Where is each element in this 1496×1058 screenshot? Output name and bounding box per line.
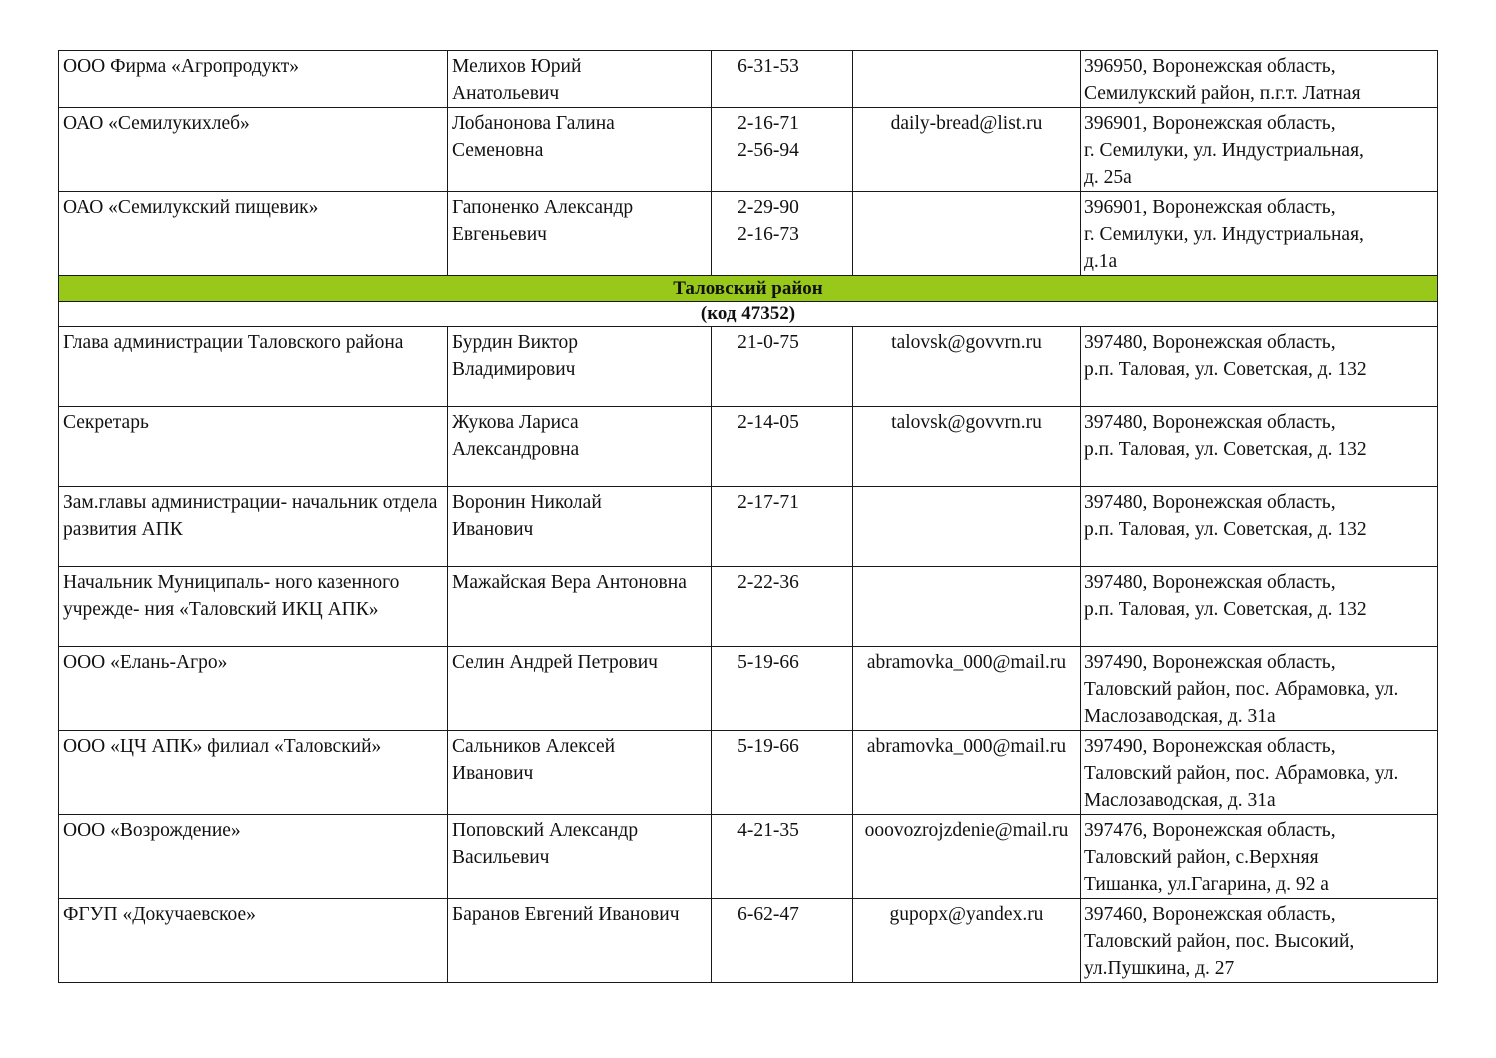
contact-person-line: Евгеньевич xyxy=(452,224,547,245)
address-line: Таловский район, пос. Высокий, xyxy=(1084,931,1355,952)
phone-number: 2-22-36 xyxy=(737,572,799,593)
contact-person-line: Селин Андрей Петрович xyxy=(452,652,658,673)
email-cell xyxy=(853,51,1081,108)
org-name-cell xyxy=(59,731,448,815)
contact-person-line: Васильевич xyxy=(452,847,550,868)
address-cell xyxy=(1081,899,1438,983)
phone-number: 2-17-71 xyxy=(737,492,799,513)
contact-person-cell xyxy=(448,108,712,192)
address-line: д.1а xyxy=(1084,251,1118,272)
contact-person-cell xyxy=(448,647,712,731)
org-name: ООО Фирма «Агропродукт» xyxy=(63,56,300,77)
address-line: Маслозаводская, д. 31а xyxy=(1084,706,1276,727)
contact-person-cell xyxy=(448,567,712,647)
address-line: р.п. Таловая, ул. Советская, д. 132 xyxy=(1084,359,1367,380)
phone-number: 6-62-47 xyxy=(737,904,799,925)
phone-cell xyxy=(712,192,853,276)
org-name-cell xyxy=(59,815,448,899)
address-line: р.п. Таловая, ул. Советская, д. 132 xyxy=(1084,439,1367,460)
address-line: г. Семилуки, ул. Индустриальная, xyxy=(1084,224,1364,245)
contact-person-cell xyxy=(448,815,712,899)
district-title-row xyxy=(59,276,1438,302)
email-cell xyxy=(853,899,1081,983)
contact-person-cell xyxy=(448,192,712,276)
phone-cell xyxy=(712,647,853,731)
email-cell xyxy=(853,647,1081,731)
org-name: ФГУП «Докучаевское» xyxy=(63,904,256,925)
phone-number: 2-14-05 xyxy=(737,412,799,433)
phone-number: 2-16-73 xyxy=(737,224,799,245)
table-row xyxy=(59,899,1438,983)
email-cell xyxy=(853,487,1081,567)
phone-cell xyxy=(712,815,853,899)
org-name: Глава администрации Таловского района xyxy=(63,332,404,353)
org-name: ОАО «Семилукихлеб» xyxy=(63,113,250,134)
phone-cell xyxy=(712,327,853,407)
phone-number: 5-19-66 xyxy=(737,736,799,757)
email-address: gupopx@yandex.ru xyxy=(889,904,1044,925)
phone-cell xyxy=(712,108,853,192)
org-name-cell xyxy=(59,899,448,983)
email-cell xyxy=(853,731,1081,815)
contact-person-line: Баранов Евгений Иванович xyxy=(452,904,680,925)
email-cell xyxy=(853,192,1081,276)
org-name: ООО «Возрождение» xyxy=(63,820,241,841)
contacts-document xyxy=(58,50,1437,983)
phone-number: 4-21-35 xyxy=(737,820,799,841)
contact-person-cell xyxy=(448,487,712,567)
org-name: ООО «Елань-Агро» xyxy=(63,652,228,673)
org-name-cell xyxy=(59,108,448,192)
address-line: Тишанка, ул.Гагарина, д. 92 а xyxy=(1084,874,1329,895)
contact-person-line: Семеновна xyxy=(452,140,544,161)
table-row xyxy=(59,487,1438,567)
contact-person-line: Сальников Алексей xyxy=(452,736,616,757)
phone-number: 2-29-90 xyxy=(737,197,799,218)
contact-person-cell xyxy=(448,731,712,815)
contact-person-line: Поповский Александр xyxy=(452,820,639,841)
contact-person-line: Воронин Николай xyxy=(452,492,602,513)
org-name-cell xyxy=(59,327,448,407)
address-cell xyxy=(1081,108,1438,192)
district-header xyxy=(59,276,1438,327)
address-line: г. Семилуки, ул. Индустриальная, xyxy=(1084,140,1364,161)
org-name-cell xyxy=(59,51,448,108)
phone-number: 2-56-94 xyxy=(737,140,799,161)
contact-person-cell xyxy=(448,407,712,487)
table-row xyxy=(59,731,1438,815)
org-name-cell xyxy=(59,192,448,276)
phone-number: 6-31-53 xyxy=(737,56,799,77)
phone-cell xyxy=(712,731,853,815)
address-cell xyxy=(1081,487,1438,567)
contact-person-line: Иванович xyxy=(452,763,534,784)
table-row xyxy=(59,407,1438,487)
org-name: Зам.главы администрации- начальник отдела развития АПК xyxy=(63,492,438,540)
district-title: Таловский район xyxy=(59,276,1438,302)
org-name: Секретарь xyxy=(63,412,149,433)
email-cell xyxy=(853,407,1081,487)
address-line: 396901, Воронежская область, xyxy=(1084,197,1336,218)
org-name: Начальник Муниципаль- ного казенного учрежде- ния «Таловский ИКЦ АПК» xyxy=(63,572,400,620)
contact-person-line: Владимирович xyxy=(452,359,576,380)
email-cell xyxy=(853,327,1081,407)
org-name: ОАО «Семилукский пищевик» xyxy=(63,197,319,218)
org-name: ООО «ЦЧ АПК» филиал «Таловский» xyxy=(63,736,382,757)
email-cell xyxy=(853,108,1081,192)
address-cell xyxy=(1081,51,1438,108)
phone-number: 21-0-75 xyxy=(737,332,799,353)
contact-person-line: Мелихов Юрий xyxy=(452,56,582,77)
contacts-table xyxy=(58,50,1438,983)
address-line: Таловский район, пос. Абрамовка, ул. xyxy=(1084,763,1399,784)
contact-person-line: Анатольевич xyxy=(452,83,560,104)
address-line: 397490, Воронежская область, xyxy=(1084,736,1336,757)
address-line: р.п. Таловая, ул. Советская, д. 132 xyxy=(1084,599,1367,620)
email-cell xyxy=(853,567,1081,647)
contact-person-cell xyxy=(448,51,712,108)
address-line: 396901, Воронежская область, xyxy=(1084,113,1336,134)
address-line: ул.Пушкина, д. 27 xyxy=(1084,958,1235,979)
contact-person-line: Иванович xyxy=(452,519,534,540)
address-line: Таловский район, с.Верхняя xyxy=(1084,847,1319,868)
phone-cell xyxy=(712,51,853,108)
contact-person-line: Бурдин Виктор xyxy=(452,332,579,353)
address-line: д. 25а xyxy=(1084,167,1132,188)
phone-number: 2-16-71 xyxy=(737,113,799,134)
org-name-cell xyxy=(59,567,448,647)
table-row xyxy=(59,51,1438,108)
contact-person-cell xyxy=(448,327,712,407)
email-address: talovsk@govvrn.ru xyxy=(891,332,1042,353)
contact-person-line: Гапоненко Александр xyxy=(452,197,634,218)
address-line: 397480, Воронежская область, xyxy=(1084,332,1336,353)
address-line: 397480, Воронежская область, xyxy=(1084,492,1336,513)
address-line: 397480, Воронежская область, xyxy=(1084,412,1336,433)
address-line: Таловский район, пос. Абрамовка, ул. xyxy=(1084,679,1399,700)
contact-person-line: Мажайская Вера Антоновна xyxy=(452,572,687,593)
address-line: 396950, Воронежская область, xyxy=(1084,56,1336,77)
contact-person-cell xyxy=(448,899,712,983)
phone-number: 5-19-66 xyxy=(737,652,799,673)
table-row xyxy=(59,192,1438,276)
contact-person-line: Жукова Лариса xyxy=(452,412,579,433)
address-line: 397490, Воронежская область, xyxy=(1084,652,1336,673)
contact-person-line: Александровна xyxy=(452,439,580,460)
email-address: talovsk@govvrn.ru xyxy=(891,412,1042,433)
contact-person-line: Лобанонова Галина xyxy=(452,113,615,134)
district-code: (код 47352) xyxy=(59,302,1438,327)
table-row xyxy=(59,567,1438,647)
table-row xyxy=(59,108,1438,192)
email-address: abramovka_000@mail.ru xyxy=(866,652,1067,673)
address-cell xyxy=(1081,192,1438,276)
address-cell xyxy=(1081,731,1438,815)
phone-cell xyxy=(712,487,853,567)
email-address: daily-bread@list.ru xyxy=(890,113,1043,134)
phone-cell xyxy=(712,899,853,983)
email-address: abramovka_000@mail.ru xyxy=(866,736,1067,757)
address-cell xyxy=(1081,327,1438,407)
table-body-bottom xyxy=(59,327,1438,983)
address-line: Семилукский район, п.г.т. Латная xyxy=(1084,83,1361,104)
table-row xyxy=(59,647,1438,731)
address-line: 397480, Воронежская область, xyxy=(1084,572,1336,593)
address-line: 397460, Воронежская область, xyxy=(1084,904,1336,925)
address-line: р.п. Таловая, ул. Советская, д. 132 xyxy=(1084,519,1367,540)
address-cell xyxy=(1081,647,1438,731)
table-body-top xyxy=(59,51,1438,276)
org-name-cell xyxy=(59,487,448,567)
address-cell xyxy=(1081,407,1438,487)
email-address: ooovozrojzdenie@mail.ru xyxy=(864,820,1069,841)
email-cell xyxy=(853,815,1081,899)
table-row xyxy=(59,327,1438,407)
district-code-row xyxy=(59,302,1438,327)
address-line: Маслозаводская, д. 31а xyxy=(1084,790,1276,811)
address-cell xyxy=(1081,567,1438,647)
table-row xyxy=(59,815,1438,899)
phone-cell xyxy=(712,407,853,487)
address-cell xyxy=(1081,815,1438,899)
phone-cell xyxy=(712,567,853,647)
org-name-cell xyxy=(59,407,448,487)
org-name-cell xyxy=(59,647,448,731)
address-line: 397476, Воронежская область, xyxy=(1084,820,1336,841)
